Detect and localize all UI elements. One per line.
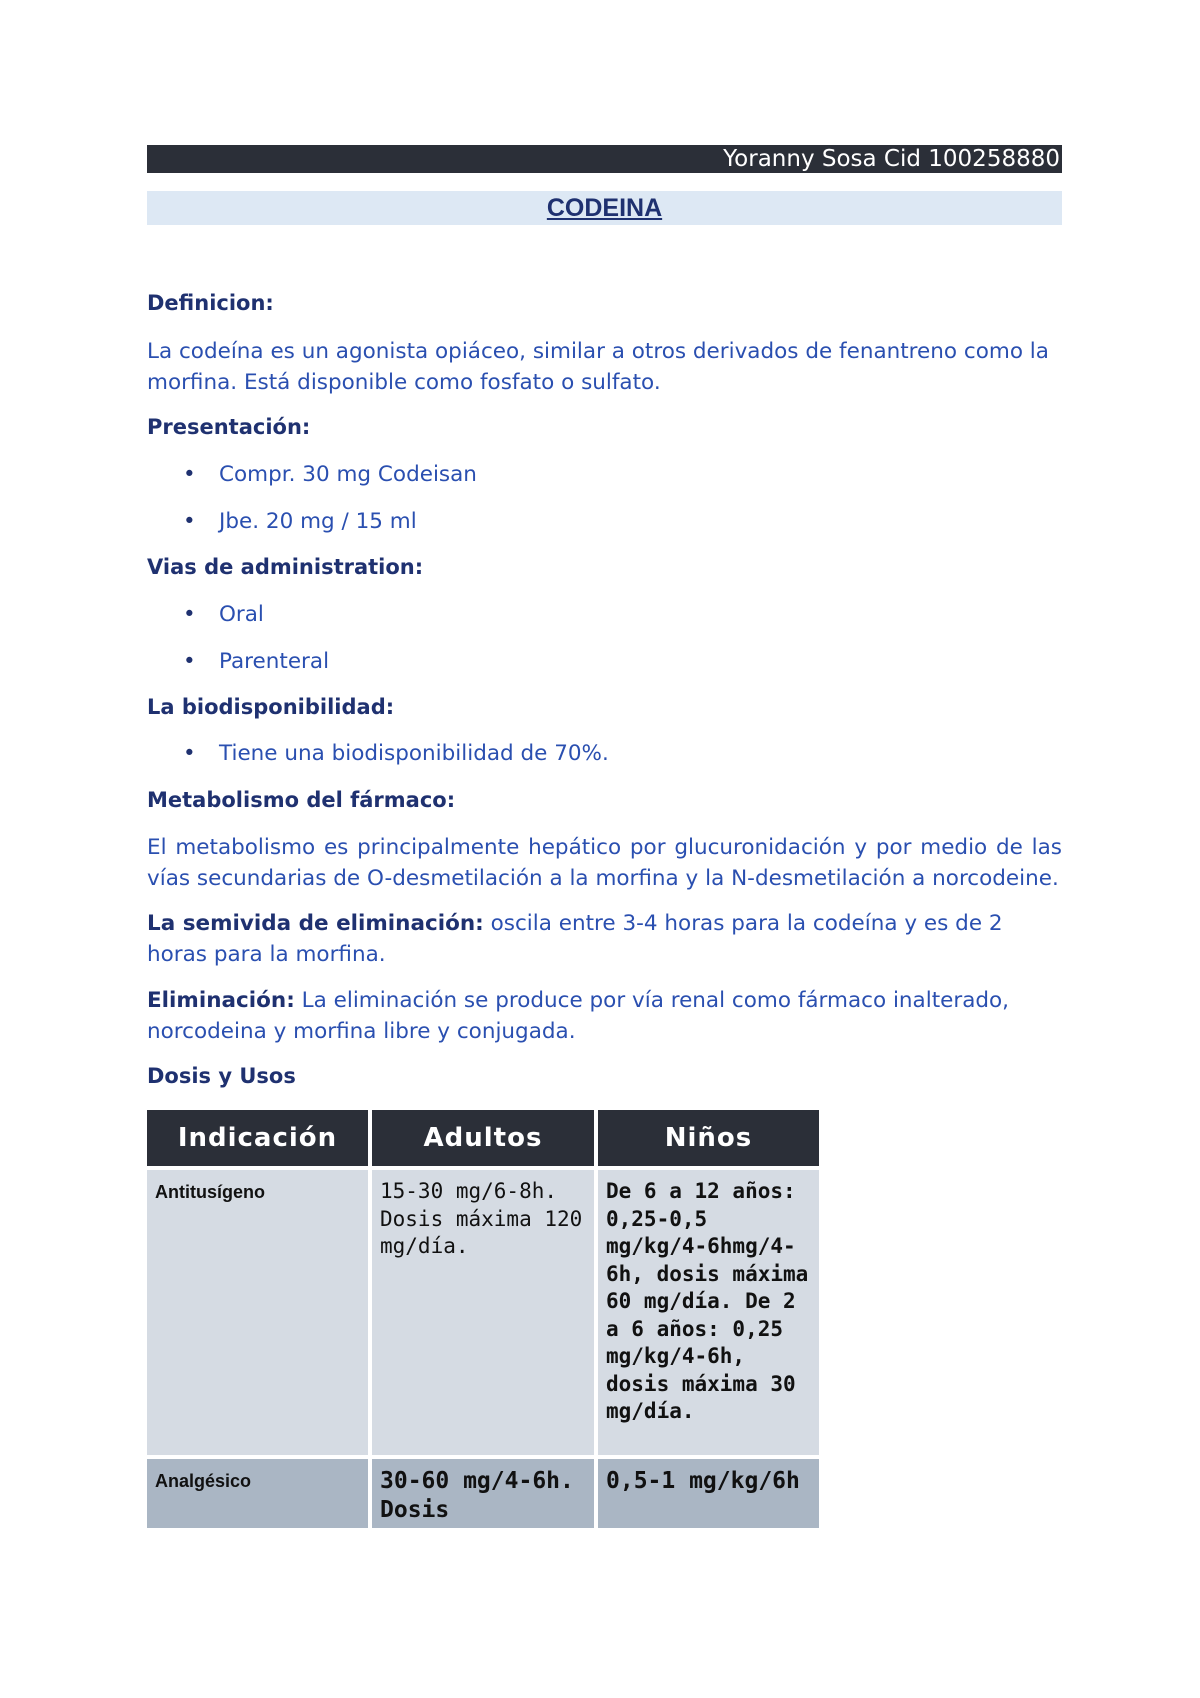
heading-biodisponibilidad: La biodisponibilidad: bbox=[147, 695, 395, 719]
heading-dosis: Dosis y Usos bbox=[147, 1064, 296, 1088]
table-row bbox=[147, 1170, 819, 1455]
header-ninos: Niños bbox=[598, 1110, 819, 1166]
bullet-icon: • bbox=[183, 509, 196, 534]
table-header-row bbox=[147, 1110, 819, 1166]
row-ninos: 0,5-1 mg/kg/6h bbox=[598, 1459, 819, 1528]
bullet-icon: • bbox=[183, 602, 196, 627]
bullet-icon: • bbox=[183, 462, 196, 487]
list-item bbox=[183, 462, 477, 487]
list-item bbox=[183, 741, 609, 766]
heading-presentacion: Presentación: bbox=[147, 415, 311, 439]
semivida-label: La semivida de eliminación: bbox=[147, 911, 484, 936]
header-indicacion: Indicación bbox=[147, 1110, 368, 1166]
semivida-text: oscila entre 3-4 horas para la codeína y es de 2 horas para la morfina. bbox=[147, 911, 1003, 967]
list-item bbox=[183, 509, 417, 534]
row-adultos: 30-60 mg/4-6h. Dosis bbox=[372, 1459, 594, 1528]
table-row bbox=[147, 1459, 819, 1528]
row-adultos: 15-30 mg/6-8h. Dosis máxima 120 mg/día. bbox=[372, 1170, 594, 1455]
bullet-icon: • bbox=[183, 741, 196, 766]
row-indicacion: Antitusígeno bbox=[147, 1170, 368, 1455]
presentacion-item-1: Compr. 30 mg Codeisan bbox=[219, 462, 477, 487]
document-title: CODEINA bbox=[546, 194, 663, 222]
eliminacion-label: Eliminación: bbox=[147, 988, 295, 1013]
heading-metabolismo: Metabolismo del fármaco: bbox=[147, 788, 456, 812]
header-adultos: Adultos bbox=[372, 1110, 594, 1166]
title-band bbox=[147, 191, 1062, 225]
dosis-table bbox=[143, 1106, 823, 1532]
vias-item-2: Parenteral bbox=[219, 649, 330, 674]
list-item bbox=[183, 602, 264, 627]
semivida-paragraph bbox=[147, 908, 1062, 970]
author-header bbox=[147, 145, 1062, 173]
biodisponibilidad-item-1: Tiene una biodisponibilidad de 70%. bbox=[219, 741, 609, 766]
author-name: Yoranny Sosa Cid 100258880 bbox=[723, 146, 1060, 172]
eliminacion-text: La eliminación se produce por vía renal como fármaco inalterado, norcodeina y morfina libre y conjugada. bbox=[147, 988, 1010, 1044]
heading-vias: Vias de administration: bbox=[147, 555, 424, 579]
row-ninos: De 6 a 12 años: 0,25-0,5 mg/kg/4-6hmg/4-6h, dosis máxima 60 mg/día. De 2 a 6 años: 0,25 mg/kg/4-6h, dosis máxima 30 mg/día. bbox=[598, 1170, 819, 1455]
eliminacion-paragraph bbox=[147, 985, 1062, 1047]
list-item bbox=[183, 649, 329, 674]
definicion-text: La codeína es un agonista opiáceo, similar a otros derivados de fenantreno como la morfina. Está disponible como fosfato o sulfato. bbox=[147, 339, 1049, 395]
metabolismo-text: El metabolismo es principalmente hepático por glucuronidación y por medio de las vías secundarias de O-desmetilación a la morfina y la N-desmetilación a norcodeine. bbox=[147, 835, 1062, 891]
row-indicacion: Analgésico bbox=[147, 1459, 368, 1528]
heading-definicion: Definicion: bbox=[147, 291, 274, 315]
bullet-icon: • bbox=[183, 649, 196, 674]
presentacion-item-2: Jbe. 20 mg / 15 ml bbox=[219, 509, 417, 534]
vias-item-1: Oral bbox=[219, 602, 264, 627]
